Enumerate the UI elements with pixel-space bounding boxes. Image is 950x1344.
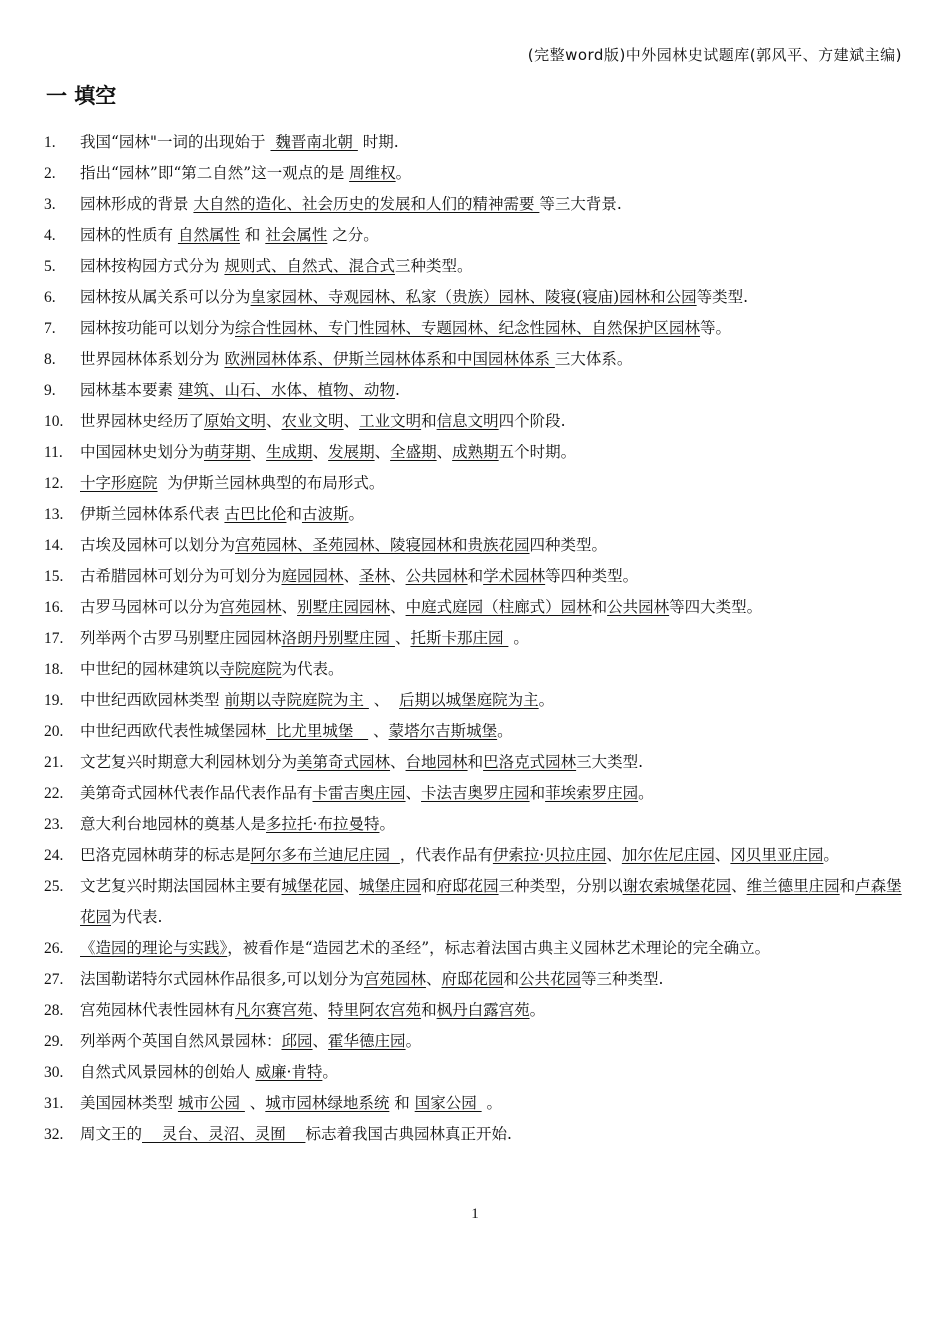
question-number: 23. [44,816,64,833]
question-text-segment: 文艺复兴时期意大利园林划分为 [80,753,298,771]
question-text [80,809,904,840]
answer-blank: 后期以城堡庭院为主 [399,691,539,709]
question-text [80,1026,904,1057]
question-text-segment: 、 [244,1094,266,1112]
question-text-segment: 世界园林史经历了 [80,412,205,430]
question-item [44,437,904,468]
answer-blank: 社会属性 [265,226,328,244]
question-text [80,468,904,499]
answer-blank: 原始文明 [204,412,267,430]
question-item [44,127,904,158]
question-text-segment: 、 [390,598,406,616]
answer-blank: 公共园林 [607,598,670,616]
answer-blank: 城市园林绿地系统 [265,1094,390,1112]
question-text-segment: 列举两个英国自然风景园林： [80,1032,282,1050]
question-number: 1. [44,134,56,151]
question-text-segment: 。 [823,846,839,864]
question-text-segment: 园林的性质有 [80,226,178,244]
question-number: 14. [44,537,64,554]
question-text-segment: 三大体系。 [554,350,633,368]
question-text-segment: 、 [390,753,406,771]
question-number: 17. [44,630,64,647]
question-number: 26. [44,940,64,957]
answer-blank: 圣林 [359,567,391,585]
question-item [44,685,904,716]
question-text [80,995,904,1026]
question-text [80,251,904,282]
question-text-segment: 园林形成的背景 [80,195,194,213]
question-item [44,778,904,809]
question-item [44,220,904,251]
question-text-segment: 、 [436,443,453,461]
answer-blank: 规则式、自然式、混合式 [224,257,395,275]
question-list [44,127,904,1150]
question-text-segment: 之分。 [327,226,379,244]
answer-blank: 卡雷吉奥庄园 [312,784,406,802]
question-text-segment: 和 [591,598,608,616]
question-text [80,654,904,685]
question-text [80,933,904,964]
answer-blank: 古波斯 [301,505,349,523]
question-text-segment: 和 [421,412,437,430]
answer-blank: 威廉·肯特 [255,1063,323,1081]
question-item [44,251,904,282]
question-text [80,158,904,189]
answer-blank: 托斯卡那庄园 [410,629,509,647]
answer-blank: 卡法吉奥罗庄园 [421,784,530,802]
answer-blank: 前期以寺院庭院为主 [224,691,369,709]
answer-blank: 卢森堡花园 [80,877,902,926]
question-number: 24. [44,847,64,864]
question-text-segment: ，代表作品有 [399,846,493,864]
answer-blank: 自然属性 [177,226,240,244]
question-text-segment: 和 [421,877,437,895]
question-text [80,127,904,158]
question-text-segment: 三大类型. [576,753,644,771]
question-item [44,561,904,592]
question-text-segment: 标志着我国古典园林真正开始. [305,1125,512,1143]
question-text-segment: 古希腊园林可划分为可划分为 [80,567,282,585]
answer-blank: 蒙塔尔吉斯城堡 [388,722,498,740]
question-text-segment: 世界园林体系划分为 [80,350,225,368]
question-text [80,189,904,220]
question-text-segment: 。 [508,629,529,647]
answer-blank: 全盛期 [390,443,437,461]
question-text-segment: 。 [405,1032,422,1050]
answer-blank: 学术园林 [483,567,546,585]
answer-blank: 比尤里城堡 [266,722,369,740]
answer-blank: 维兰德里庄园 [746,877,840,895]
question-text-segment: 和 [239,226,266,244]
answer-blank: 发展期 [328,443,375,461]
answer-blank: 美第奇式园林 [297,753,391,771]
question-number: 12. [44,475,64,492]
answer-blank: 周维权 [349,164,396,182]
question-text-segment: 。 [379,815,395,833]
question-number: 7. [44,320,56,337]
answer-blank: 别墅庄园园林 [297,598,391,616]
question-text [80,840,904,871]
answer-blank: 凡尔赛宫苑 [235,1001,313,1019]
question-text-segment: 我国“园林"一词的出现始于 [80,133,271,151]
page-number: 1 [471,1206,479,1222]
question-text [80,747,904,778]
question-number: 32. [44,1126,64,1143]
answer-blank: 宫苑园林 [363,970,426,988]
question-number: 31. [44,1095,64,1112]
answer-blank: 城市公园 [177,1094,245,1112]
question-item [44,499,904,530]
answer-blank: 中庭式庭园（柱廊式）园林 [405,598,592,616]
question-text-segment: 等。 [700,319,732,337]
question-text-segment: 伊斯兰园林体系代表 [80,505,225,523]
answer-blank: 加尔佐尼庄园 [621,846,715,864]
answer-blank: 《造园的理论与实践》 [80,939,228,957]
question-item [44,530,904,561]
question-text-segment: 、 [368,691,400,709]
answer-blank: 霍华德庄园 [328,1032,406,1050]
answer-blank: 谢农索城堡花园 [622,877,732,895]
question-text-segment: ，被看作是“造园艺术的圣经”，标志着法国古典主义园林艺术理论的完全确立。 [227,939,771,957]
question-number: 8. [44,351,56,368]
question-text-segment: 、 [425,970,442,988]
question-text-segment: 宫苑园林代表性园林有 [80,1001,236,1019]
answer-blank: 建筑、山石、水体、植物、动物 [177,381,395,399]
question-item [44,1057,904,1088]
answer-blank: 皇家园林、寺观园林、私家（贵族）园林、陵寝(寝庙)园林和公园 [250,288,697,306]
answer-blank: 特里阿农宫苑 [328,1001,422,1019]
question-number: 3. [44,196,56,213]
answer-blank: 萌芽期 [204,443,251,461]
question-text-segment: 、 [343,877,360,895]
question-number: 27. [44,971,64,988]
question-text-segment: 列举两个古罗马别墅庄园园林 [80,629,282,647]
question-number: 30. [44,1064,64,1081]
question-text-segment: 为代表. [111,908,163,926]
question-item [44,375,904,406]
question-text [80,313,904,344]
answer-blank: 灵台、灵沼、灵囿 [142,1125,306,1143]
question-text-segment: 四种类型。 [529,536,608,554]
answer-blank: 工业文明 [359,412,422,430]
question-item [44,871,904,933]
question-text-segment: 、 [714,846,731,864]
question-text [80,561,904,592]
question-text-segment: 等三种类型. [581,970,664,988]
question-item [44,1119,904,1150]
question-text-segment: 和 [467,753,484,771]
question-text-segment: . [394,381,400,399]
question-text-segment: 园林按构园方式分为 [80,257,225,275]
question-item [44,809,904,840]
answer-blank: 宫苑园林 [219,598,282,616]
question-text-segment: 为代表。 [281,660,344,678]
question-number: 22. [44,785,64,802]
question-item [44,344,904,375]
answer-blank: 巴洛克式园林 [483,753,577,771]
question-text-segment: 文艺复兴时期法国园林主要有 [80,877,282,895]
answer-blank: 府邸花园 [441,970,504,988]
question-number: 13. [44,506,64,523]
question-text [80,437,904,468]
question-number: 29. [44,1033,64,1050]
question-number: 21. [44,754,64,771]
question-text-segment: 和 [839,877,856,895]
question-text-segment: 古埃及园林可以划分为 [80,536,236,554]
answer-blank: 伊索拉·贝拉庄园 [492,846,607,864]
question-item [44,1088,904,1119]
question-text-segment: 中世纪西欧代表性城堡园林 [80,722,267,740]
answer-blank: 成熟期 [452,443,499,461]
question-text-segment: 五个时期。 [498,443,577,461]
question-item [44,592,904,623]
answer-blank: 冈贝里亚庄园 [730,846,824,864]
question-text-segment: 。 [538,691,555,709]
question-text-segment: 和 [286,505,302,523]
answer-blank: 邱园 [281,1032,313,1050]
question-text-segment: 、 [343,412,360,430]
question-text-segment: 指出“园林”即“第二自然”这一观点的是 [80,164,350,182]
question-text-segment: 时期. [357,133,399,151]
answer-blank: 台地园林 [405,753,468,771]
question-item [44,1026,904,1057]
question-text-segment: 。 [395,164,412,182]
answer-blank: 欧洲园林体系、伊斯兰园林体系和中国园林体系 [224,350,555,368]
question-text-segment: 自然式风景园林的创始人 [80,1063,256,1081]
question-text-segment: 美国园林类型 [80,1094,178,1112]
question-text-segment: 、 [405,784,422,802]
answer-blank: 城堡庄园 [359,877,422,895]
question-text-segment: 园林基本要素 [80,381,178,399]
question-text [80,778,904,809]
answer-blank: 魏晋南北朝 [270,133,358,151]
question-text [80,499,904,530]
question-item [44,716,904,747]
question-text-segment: 和 [389,1094,415,1112]
question-text-segment: 四个阶段. [498,412,566,430]
question-number: 28. [44,1002,64,1019]
answer-blank: 公共园林 [405,567,468,585]
question-item [44,964,904,995]
answer-blank: 农业文明 [281,412,344,430]
question-text-segment: 和 [421,1001,437,1019]
question-text [80,375,904,406]
answer-blank: 菲埃索罗庄园 [545,784,639,802]
answer-blank: 宫苑园林、圣苑园林、陵寝园林和贵族花园 [235,536,530,554]
question-text-segment: 和 [467,567,484,585]
question-text-segment: 。 [481,1094,503,1112]
answer-blank: 大自然的造化、社会历史的发展和人们的精神需要 [193,195,540,213]
question-number: 19. [44,692,64,709]
answer-blank: 十字形庭院 [80,474,158,492]
question-text-segment: 、 [281,598,298,616]
question-item [44,623,904,654]
question-text-segment: 三种类型，分别以 [498,877,623,895]
question-number: 18. [44,661,64,678]
question-item [44,747,904,778]
answer-blank: 国家公园 [414,1094,482,1112]
question-number: 11. [44,444,63,461]
question-text [80,530,904,561]
question-text [80,964,904,995]
question-number: 6. [44,289,56,306]
question-text-segment: 中国园林史划分为 [80,443,205,461]
section-title: 一 填空 [46,84,117,108]
question-text-segment: 和 [503,970,519,988]
question-text-segment: 为伊斯兰园林典型的布局形式。 [157,474,385,492]
answer-blank: 综合性园林、专门性园林、专题园林、纪念性园林、自然保护区园林 [235,319,701,337]
question-number: 15. [44,568,64,585]
question-text-segment: 和 [529,784,546,802]
answer-blank: 庭园园林 [281,567,344,585]
question-item [44,933,904,964]
question-item [44,468,904,499]
question-text-segment: 、 [394,629,411,647]
question-text-segment: 等三大背景. [539,195,622,213]
answer-blank: 寺院庭院 [219,660,282,678]
question-text-segment: 。 [638,784,654,802]
question-text-segment: 中世纪西欧园林类型 [80,691,225,709]
question-text-segment: 。 [497,722,513,740]
question-text-segment: 、 [343,567,360,585]
question-text-segment: 。 [529,1001,546,1019]
question-item [44,158,904,189]
question-number: 25. [44,878,64,895]
question-text-segment: 、 [312,443,329,461]
question-text [80,623,904,654]
question-number: 9. [44,382,56,399]
question-text-segment: 、 [390,567,406,585]
question-text-segment: 、 [368,722,389,740]
question-text [80,344,904,375]
question-text [80,1088,904,1119]
question-text-segment: 、 [266,412,282,430]
question-text-segment: 、 [606,846,622,864]
question-text-segment: 等四大类型。 [669,598,763,616]
question-text [80,1119,904,1150]
question-number: 20. [44,723,64,740]
question-text-segment: 。 [322,1063,338,1081]
question-number: 10. [44,413,64,430]
question-item [44,189,904,220]
answer-blank: 多拉托·布拉曼特 [266,815,380,833]
answer-blank: 府邸花园 [436,877,499,895]
question-item [44,654,904,685]
question-text-segment: 、 [250,443,267,461]
question-text-segment: 美第奇式园林代表作品代表作品有 [80,784,313,802]
question-text-segment: 古罗马园林可以分为 [80,598,220,616]
question-text-segment: 三种类型。 [394,257,473,275]
question-text-segment: 巴洛克园林萌芽的标志是 [80,846,251,864]
question-text-segment: 园林按从属关系可以分为 [80,288,251,306]
question-text-segment: 法国勒诺特尔式园林作品很多,可以划分为 [80,970,364,988]
question-text [80,220,904,251]
question-number: 4. [44,227,56,244]
answer-blank: 阿尔多布兰迪尼庄园 [250,846,400,864]
question-text [80,716,904,747]
question-number: 2. [44,165,56,182]
document-header-title: (完整word版)中外园林史试题库(郭风平、方建斌主编) [527,46,902,64]
question-text-segment: 、 [374,443,391,461]
question-text-segment: 中世纪的园林建筑以 [80,660,220,678]
question-text-segment: 园林按功能可以划分为 [80,319,236,337]
question-text [80,406,904,437]
question-item [44,282,904,313]
question-number: 5. [44,258,56,275]
question-text-segment: 等类型. [696,288,749,306]
question-text [80,685,904,716]
answer-blank: 古巴比伦 [224,505,287,523]
question-text [80,282,904,313]
answer-blank: 公共花园 [519,970,582,988]
answer-blank: 生成期 [266,443,313,461]
question-number: 16. [44,599,64,616]
question-text [80,871,904,933]
question-text [80,592,904,623]
answer-blank: 洛朗丹别墅庄园 [281,629,395,647]
question-text-segment: 周文王的 [80,1125,143,1143]
question-text-segment: 、 [312,1001,329,1019]
question-text-segment: 。 [348,505,364,523]
question-item [44,840,904,871]
answer-blank: 信息文明 [436,412,499,430]
question-item [44,406,904,437]
question-text-segment: 、 [312,1032,329,1050]
question-item [44,313,904,344]
question-text-segment: 等四种类型。 [545,567,639,585]
question-text-segment: 意大利台地园林的奠基人是 [80,815,267,833]
answer-blank: 城堡花园 [281,877,344,895]
question-item [44,995,904,1026]
question-text [80,1057,904,1088]
question-text-segment: 、 [731,877,747,895]
answer-blank: 枫丹白露宫苑 [436,1001,530,1019]
